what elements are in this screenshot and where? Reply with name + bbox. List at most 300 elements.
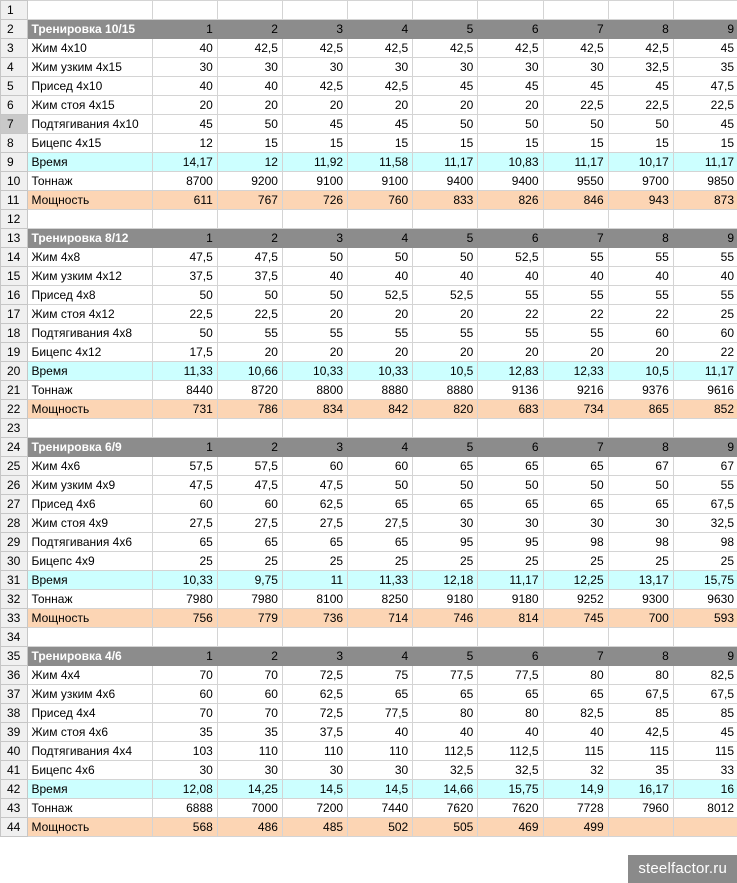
- table-cell[interactable]: 9200: [217, 172, 282, 191]
- table-cell[interactable]: [413, 628, 478, 647]
- table-cell[interactable]: 7980: [217, 590, 282, 609]
- table-cell[interactable]: 103: [152, 742, 217, 761]
- table-cell[interactable]: 55: [673, 248, 737, 267]
- table-cell[interactable]: 25: [413, 552, 478, 571]
- table-cell[interactable]: 30: [348, 58, 413, 77]
- table-cell[interactable]: 98: [608, 533, 673, 552]
- table-cell[interactable]: 55: [478, 286, 543, 305]
- row-number[interactable]: 41: [1, 761, 28, 780]
- table-cell[interactable]: 7: [543, 647, 608, 666]
- table-cell[interactable]: 7: [543, 20, 608, 39]
- table-cell[interactable]: 11,17: [478, 571, 543, 590]
- row-number[interactable]: 17: [1, 305, 28, 324]
- table-cell[interactable]: [673, 1, 737, 20]
- table-cell[interactable]: 80: [413, 704, 478, 723]
- row-number[interactable]: 39: [1, 723, 28, 742]
- table-cell[interactable]: 11,58: [348, 153, 413, 172]
- table-cell[interactable]: 15: [217, 134, 282, 153]
- table-cell[interactable]: 65: [348, 685, 413, 704]
- table-cell[interactable]: 12,33: [543, 362, 608, 381]
- table-cell[interactable]: 20: [348, 305, 413, 324]
- table-cell[interactable]: 77,5: [348, 704, 413, 723]
- table-cell[interactable]: 42,5: [478, 39, 543, 58]
- table-cell[interactable]: 9: [673, 229, 737, 248]
- table-cell[interactable]: 60: [348, 457, 413, 476]
- table-cell[interactable]: 7980: [152, 590, 217, 609]
- table-cell[interactable]: 42,5: [543, 39, 608, 58]
- table-cell[interactable]: 52,5: [413, 286, 478, 305]
- table-cell[interactable]: 45: [673, 115, 737, 134]
- table-cell[interactable]: 9616: [673, 381, 737, 400]
- row-label-cell[interactable]: Жим 4x4: [28, 666, 152, 685]
- table-cell[interactable]: 11,17: [673, 153, 737, 172]
- table-cell[interactable]: [282, 210, 347, 229]
- table-cell[interactable]: 9300: [608, 590, 673, 609]
- table-cell[interactable]: 20: [478, 96, 543, 115]
- table-cell[interactable]: 11,33: [348, 571, 413, 590]
- table-cell[interactable]: [608, 210, 673, 229]
- table-cell[interactable]: 40: [478, 723, 543, 742]
- table-cell[interactable]: 65: [413, 495, 478, 514]
- table-cell[interactable]: 35: [217, 723, 282, 742]
- table-cell[interactable]: 9: [673, 438, 737, 457]
- table-cell[interactable]: 40: [282, 267, 347, 286]
- table-cell[interactable]: 47,5: [217, 248, 282, 267]
- table-cell[interactable]: 3: [282, 438, 347, 457]
- row-label-cell[interactable]: Бицепс 4x12: [28, 343, 152, 362]
- table-cell[interactable]: 55: [478, 324, 543, 343]
- table-cell[interactable]: 22: [543, 305, 608, 324]
- table-cell[interactable]: 32: [543, 761, 608, 780]
- table-cell[interactable]: 30: [282, 58, 347, 77]
- table-cell[interactable]: [152, 1, 217, 20]
- table-cell[interactable]: 8880: [348, 381, 413, 400]
- row-label-cell[interactable]: Подтягивания 4x6: [28, 533, 152, 552]
- row-number[interactable]: 26: [1, 476, 28, 495]
- row-label-cell[interactable]: Время: [28, 153, 152, 172]
- table-cell[interactable]: 3: [282, 647, 347, 666]
- table-cell[interactable]: [543, 210, 608, 229]
- table-cell[interactable]: 45: [413, 77, 478, 96]
- table-cell[interactable]: 65: [152, 533, 217, 552]
- table-cell[interactable]: 40: [673, 267, 737, 286]
- table-cell[interactable]: 55: [608, 286, 673, 305]
- table-cell[interactable]: [152, 628, 217, 647]
- row-label-cell[interactable]: Бицепс 4x9: [28, 552, 152, 571]
- table-cell[interactable]: 9376: [608, 381, 673, 400]
- table-cell[interactable]: 42,5: [608, 39, 673, 58]
- table-cell[interactable]: [673, 419, 737, 438]
- table-cell[interactable]: 20: [543, 343, 608, 362]
- row-number[interactable]: 7: [1, 115, 28, 134]
- row-number[interactable]: 11: [1, 191, 28, 210]
- table-cell[interactable]: 27,5: [217, 514, 282, 533]
- table-cell[interactable]: 20: [282, 343, 347, 362]
- table-cell[interactable]: 50: [608, 115, 673, 134]
- table-cell[interactable]: 72,5: [282, 666, 347, 685]
- table-cell[interactable]: 65: [478, 685, 543, 704]
- table-cell[interactable]: 20: [282, 305, 347, 324]
- table-cell[interactable]: [348, 419, 413, 438]
- table-cell[interactable]: 55: [673, 476, 737, 495]
- table-cell[interactable]: 40: [348, 267, 413, 286]
- table-cell[interactable]: 9: [673, 647, 737, 666]
- table-cell[interactable]: 27,5: [348, 514, 413, 533]
- table-cell[interactable]: 70: [152, 666, 217, 685]
- table-cell[interactable]: 20: [348, 343, 413, 362]
- row-label-cell[interactable]: Присед 4x6: [28, 495, 152, 514]
- table-cell[interactable]: 110: [282, 742, 347, 761]
- table-cell[interactable]: 50: [152, 324, 217, 343]
- table-cell[interactable]: 14,5: [282, 780, 347, 799]
- table-cell[interactable]: 82,5: [543, 704, 608, 723]
- table-cell[interactable]: 98: [673, 533, 737, 552]
- row-number[interactable]: 30: [1, 552, 28, 571]
- row-number[interactable]: 1: [1, 1, 28, 20]
- row-label-cell[interactable]: Жим узким 4x15: [28, 58, 152, 77]
- table-cell[interactable]: 77,5: [478, 666, 543, 685]
- table-cell[interactable]: 568: [152, 818, 217, 837]
- table-cell[interactable]: 115: [608, 742, 673, 761]
- table-cell[interactable]: 45: [673, 39, 737, 58]
- row-label-cell[interactable]: Тоннаж: [28, 172, 152, 191]
- table-cell[interactable]: 15: [413, 134, 478, 153]
- table-cell[interactable]: 47,5: [282, 476, 347, 495]
- row-number[interactable]: 24: [1, 438, 28, 457]
- table-cell[interactable]: 10,5: [608, 362, 673, 381]
- table-cell[interactable]: 47,5: [152, 248, 217, 267]
- table-cell[interactable]: 6: [478, 647, 543, 666]
- table-cell[interactable]: 13,17: [608, 571, 673, 590]
- table-cell[interactable]: 1: [152, 647, 217, 666]
- table-cell[interactable]: 30: [413, 514, 478, 533]
- table-cell[interactable]: 760: [348, 191, 413, 210]
- table-cell[interactable]: 40: [478, 267, 543, 286]
- row-number[interactable]: 42: [1, 780, 28, 799]
- table-cell[interactable]: 50: [413, 476, 478, 495]
- table-cell[interactable]: 3: [282, 20, 347, 39]
- table-cell[interactable]: [543, 1, 608, 20]
- row-number[interactable]: 31: [1, 571, 28, 590]
- table-cell[interactable]: 20: [217, 343, 282, 362]
- table-cell[interactable]: [152, 210, 217, 229]
- table-cell[interactable]: 20: [152, 96, 217, 115]
- table-cell[interactable]: 42,5: [282, 77, 347, 96]
- table-cell[interactable]: [478, 1, 543, 20]
- row-number[interactable]: 6: [1, 96, 28, 115]
- table-cell[interactable]: 35: [608, 761, 673, 780]
- table-cell[interactable]: 67: [673, 457, 737, 476]
- table-cell[interactable]: 112,5: [413, 742, 478, 761]
- table-cell[interactable]: 50: [413, 248, 478, 267]
- table-cell[interactable]: 115: [673, 742, 737, 761]
- table-cell[interactable]: 25: [478, 552, 543, 571]
- table-cell[interactable]: 943: [608, 191, 673, 210]
- table-cell[interactable]: [348, 1, 413, 20]
- table-cell[interactable]: 9: [673, 20, 737, 39]
- table-cell[interactable]: 55: [673, 286, 737, 305]
- table-cell[interactable]: 8250: [348, 590, 413, 609]
- table-cell[interactable]: [608, 1, 673, 20]
- table-cell[interactable]: 45: [152, 115, 217, 134]
- row-number[interactable]: 19: [1, 343, 28, 362]
- table-cell[interactable]: 505: [413, 818, 478, 837]
- table-cell[interactable]: 55: [348, 324, 413, 343]
- row-number[interactable]: 2: [1, 20, 28, 39]
- table-cell[interactable]: 60: [152, 685, 217, 704]
- table-cell[interactable]: [478, 210, 543, 229]
- table-cell[interactable]: 10,66: [217, 362, 282, 381]
- table-cell[interactable]: 9630: [673, 590, 737, 609]
- table-cell[interactable]: 10,5: [413, 362, 478, 381]
- row-number[interactable]: 18: [1, 324, 28, 343]
- table-cell[interactable]: 22: [478, 305, 543, 324]
- table-cell[interactable]: 734: [543, 400, 608, 419]
- table-cell[interactable]: 499: [543, 818, 608, 837]
- table-cell[interactable]: 70: [217, 704, 282, 723]
- table-cell[interactable]: [217, 419, 282, 438]
- table-cell[interactable]: 20: [282, 96, 347, 115]
- table-cell[interactable]: 32,5: [413, 761, 478, 780]
- row-label-cell[interactable]: Подтягивания 4x8: [28, 324, 152, 343]
- table-cell[interactable]: 50: [217, 115, 282, 134]
- table-cell[interactable]: 469: [478, 818, 543, 837]
- table-cell[interactable]: 5: [413, 20, 478, 39]
- table-cell[interactable]: 736: [282, 609, 347, 628]
- table-cell[interactable]: 16,17: [608, 780, 673, 799]
- row-number[interactable]: 15: [1, 267, 28, 286]
- table-cell[interactable]: 873: [673, 191, 737, 210]
- table-cell[interactable]: 726: [282, 191, 347, 210]
- table-cell[interactable]: [413, 210, 478, 229]
- row-label-cell[interactable]: Мощность: [28, 609, 152, 628]
- table-cell[interactable]: 25: [673, 552, 737, 571]
- table-cell[interactable]: 9216: [543, 381, 608, 400]
- table-cell[interactable]: 45: [608, 77, 673, 96]
- table-cell[interactable]: 80: [543, 666, 608, 685]
- table-cell[interactable]: 9,75: [217, 571, 282, 590]
- table-cell[interactable]: [608, 628, 673, 647]
- table-cell[interactable]: 9180: [478, 590, 543, 609]
- table-cell[interactable]: 7440: [348, 799, 413, 818]
- table-cell[interactable]: [673, 210, 737, 229]
- table-cell[interactable]: [413, 419, 478, 438]
- table-cell[interactable]: 70: [217, 666, 282, 685]
- table-cell[interactable]: 37,5: [217, 267, 282, 286]
- table-cell[interactable]: 40: [543, 267, 608, 286]
- table-cell[interactable]: 9400: [413, 172, 478, 191]
- table-cell[interactable]: 40: [348, 723, 413, 742]
- row-label-cell[interactable]: Присед 4x8: [28, 286, 152, 305]
- table-cell[interactable]: 65: [543, 685, 608, 704]
- row-label-cell[interactable]: Жим узким 4x9: [28, 476, 152, 495]
- row-number[interactable]: 9: [1, 153, 28, 172]
- table-cell[interactable]: 15: [282, 134, 347, 153]
- table-cell[interactable]: [282, 419, 347, 438]
- table-cell[interactable]: [608, 419, 673, 438]
- row-label-cell[interactable]: Жим 4x10: [28, 39, 152, 58]
- table-cell[interactable]: 77,5: [413, 666, 478, 685]
- table-cell[interactable]: 9850: [673, 172, 737, 191]
- table-cell[interactable]: [478, 419, 543, 438]
- table-cell[interactable]: 20: [413, 343, 478, 362]
- table-cell[interactable]: 4: [348, 647, 413, 666]
- table-cell[interactable]: 22,5: [543, 96, 608, 115]
- table-cell[interactable]: 814: [478, 609, 543, 628]
- table-cell[interactable]: 15: [608, 134, 673, 153]
- row-label-cell[interactable]: Тренировка 4/6: [28, 647, 152, 666]
- table-cell[interactable]: 22,5: [608, 96, 673, 115]
- table-cell[interactable]: 786: [217, 400, 282, 419]
- table-cell[interactable]: 11,92: [282, 153, 347, 172]
- row-number[interactable]: 43: [1, 799, 28, 818]
- table-cell[interactable]: 4: [348, 229, 413, 248]
- row-number[interactable]: 13: [1, 229, 28, 248]
- table-cell[interactable]: 6888: [152, 799, 217, 818]
- table-cell[interactable]: 57,5: [152, 457, 217, 476]
- table-cell[interactable]: 767: [217, 191, 282, 210]
- table-cell[interactable]: 40: [413, 723, 478, 742]
- row-label-cell[interactable]: Тренировка 8/12: [28, 229, 152, 248]
- table-cell[interactable]: 62,5: [282, 685, 347, 704]
- table-cell[interactable]: 32,5: [608, 58, 673, 77]
- table-cell[interactable]: 55: [608, 248, 673, 267]
- table-cell[interactable]: 20: [608, 343, 673, 362]
- table-cell[interactable]: [217, 1, 282, 20]
- table-cell[interactable]: 7: [543, 229, 608, 248]
- row-label-cell[interactable]: [28, 628, 152, 647]
- table-cell[interactable]: 5: [413, 647, 478, 666]
- table-cell[interactable]: 32,5: [673, 514, 737, 533]
- table-cell[interactable]: 40: [608, 267, 673, 286]
- table-cell[interactable]: 40: [217, 77, 282, 96]
- table-cell[interactable]: 834: [282, 400, 347, 419]
- table-cell[interactable]: [217, 210, 282, 229]
- table-cell[interactable]: 45: [282, 115, 347, 134]
- table-cell[interactable]: [348, 210, 413, 229]
- table-cell[interactable]: 9180: [413, 590, 478, 609]
- table-cell[interactable]: 30: [478, 58, 543, 77]
- table-cell[interactable]: 7: [543, 438, 608, 457]
- table-cell[interactable]: 22: [673, 343, 737, 362]
- table-cell[interactable]: 45: [478, 77, 543, 96]
- table-cell[interactable]: 11,17: [413, 153, 478, 172]
- table-cell[interactable]: 42,5: [348, 39, 413, 58]
- row-label-cell[interactable]: Присед 4x10: [28, 77, 152, 96]
- table-cell[interactable]: 67: [608, 457, 673, 476]
- table-cell[interactable]: 865: [608, 400, 673, 419]
- row-label-cell[interactable]: Жим стоя 4x9: [28, 514, 152, 533]
- row-number[interactable]: 22: [1, 400, 28, 419]
- table-cell[interactable]: 25: [152, 552, 217, 571]
- table-cell[interactable]: 30: [217, 761, 282, 780]
- table-cell[interactable]: 42,5: [217, 39, 282, 58]
- table-cell[interactable]: 683: [478, 400, 543, 419]
- table-cell[interactable]: 8700: [152, 172, 217, 191]
- table-cell[interactable]: 8440: [152, 381, 217, 400]
- table-cell[interactable]: 47,5: [673, 77, 737, 96]
- table-cell[interactable]: 20: [413, 305, 478, 324]
- row-number[interactable]: 10: [1, 172, 28, 191]
- table-cell[interactable]: 65: [543, 495, 608, 514]
- table-cell[interactable]: 60: [608, 324, 673, 343]
- table-cell[interactable]: 40: [152, 77, 217, 96]
- row-number[interactable]: 3: [1, 39, 28, 58]
- table-cell[interactable]: 30: [413, 58, 478, 77]
- table-cell[interactable]: 8012: [673, 799, 737, 818]
- table-cell[interactable]: [543, 628, 608, 647]
- table-cell[interactable]: 2: [217, 438, 282, 457]
- table-cell[interactable]: 25: [348, 552, 413, 571]
- table-cell[interactable]: 25: [608, 552, 673, 571]
- table-cell[interactable]: 714: [348, 609, 413, 628]
- table-cell[interactable]: 2: [217, 229, 282, 248]
- table-cell[interactable]: [282, 628, 347, 647]
- table-cell[interactable]: 55: [543, 248, 608, 267]
- table-cell[interactable]: [413, 1, 478, 20]
- row-label-cell[interactable]: Время: [28, 362, 152, 381]
- table-cell[interactable]: 22,5: [673, 96, 737, 115]
- table-cell[interactable]: 25: [543, 552, 608, 571]
- table-cell[interactable]: 60: [217, 685, 282, 704]
- table-cell[interactable]: 45: [543, 77, 608, 96]
- table-cell[interactable]: 746: [413, 609, 478, 628]
- table-cell[interactable]: 745: [543, 609, 608, 628]
- table-cell[interactable]: 1: [152, 438, 217, 457]
- table-cell[interactable]: 112,5: [478, 742, 543, 761]
- row-number[interactable]: 23: [1, 419, 28, 438]
- row-number[interactable]: 21: [1, 381, 28, 400]
- row-number[interactable]: 38: [1, 704, 28, 723]
- row-number[interactable]: 25: [1, 457, 28, 476]
- table-cell[interactable]: 35: [673, 58, 737, 77]
- table-cell[interactable]: 65: [543, 457, 608, 476]
- table-cell[interactable]: 7960: [608, 799, 673, 818]
- table-cell[interactable]: 8100: [282, 590, 347, 609]
- table-cell[interactable]: 42,5: [348, 77, 413, 96]
- table-cell[interactable]: 826: [478, 191, 543, 210]
- table-cell[interactable]: 50: [282, 248, 347, 267]
- table-cell[interactable]: 820: [413, 400, 478, 419]
- table-cell[interactable]: 33: [673, 761, 737, 780]
- table-cell[interactable]: 486: [217, 818, 282, 837]
- table-cell[interactable]: 7000: [217, 799, 282, 818]
- table-cell[interactable]: 611: [152, 191, 217, 210]
- table-cell[interactable]: 75: [348, 666, 413, 685]
- table-cell[interactable]: 25: [282, 552, 347, 571]
- table-cell[interactable]: 65: [413, 685, 478, 704]
- table-cell[interactable]: 70: [152, 704, 217, 723]
- table-cell[interactable]: 4: [348, 20, 413, 39]
- table-cell[interactable]: 110: [217, 742, 282, 761]
- table-cell[interactable]: 50: [543, 476, 608, 495]
- row-label-cell[interactable]: [28, 210, 152, 229]
- table-cell[interactable]: 3: [282, 229, 347, 248]
- table-cell[interactable]: 50: [282, 286, 347, 305]
- table-cell[interactable]: 10,33: [282, 362, 347, 381]
- table-cell[interactable]: 40: [152, 39, 217, 58]
- row-number[interactable]: 33: [1, 609, 28, 628]
- table-cell[interactable]: 42,5: [413, 39, 478, 58]
- table-cell[interactable]: 50: [348, 248, 413, 267]
- table-cell[interactable]: 700: [608, 609, 673, 628]
- table-cell[interactable]: 2: [217, 647, 282, 666]
- table-cell[interactable]: 1: [152, 20, 217, 39]
- table-cell[interactable]: 95: [478, 533, 543, 552]
- row-number[interactable]: 29: [1, 533, 28, 552]
- table-cell[interactable]: 85: [673, 704, 737, 723]
- table-cell[interactable]: 15: [673, 134, 737, 153]
